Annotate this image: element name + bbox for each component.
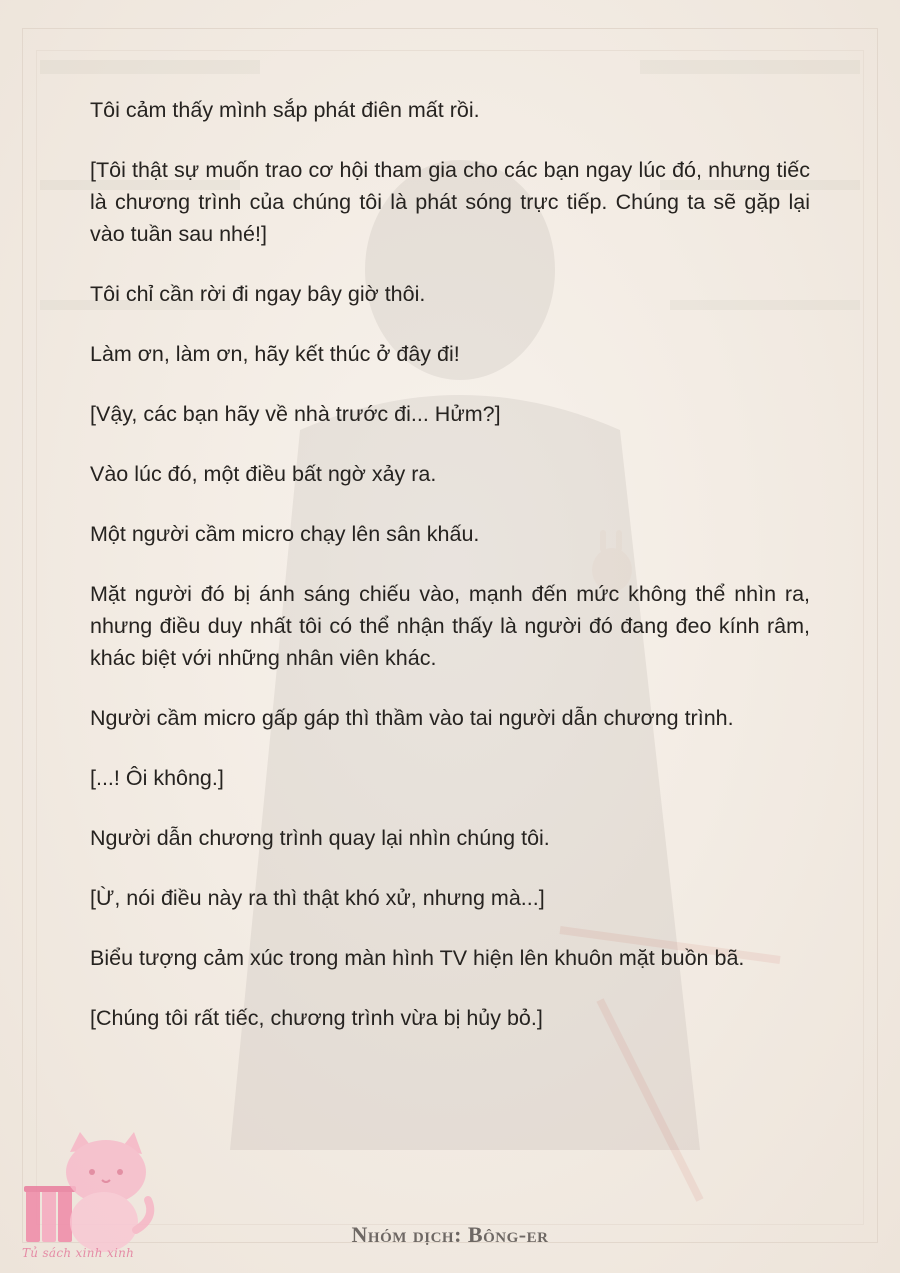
- paragraph: Tôi cảm thấy mình sắp phát điên mất rồi.: [90, 98, 480, 122]
- paragraph: Người dẫn chương trình quay lại nhìn chúng tôi.: [90, 826, 550, 850]
- paragraph: Vào lúc đó, một điều bất ngờ xảy ra.: [90, 462, 437, 486]
- paragraph: [Chúng tôi rất tiếc, chương trình vừa bị hủy bỏ.]: [90, 1006, 543, 1030]
- paragraph: Một người cầm micro chạy lên sân khấu.: [90, 522, 480, 546]
- paragraph: Biểu tượng cảm xúc trong màn hình TV hiện lên khuôn mặt buồn bã.: [90, 946, 745, 970]
- paragraph: [...! Ôi không.]: [90, 766, 224, 790]
- paragraph: Tôi chỉ cần rời đi ngay bây giờ thôi.: [90, 282, 426, 306]
- translator-credit: Nhóm dịch: Bông-er: [351, 1222, 549, 1247]
- paragraph: [Tôi thật sự muốn trao cơ hội tham gia cho các bạn ngay lúc đó, nhưng tiếc là chương trình của chúng tôi là phát sóng trực tiếp. Chúng ta sẽ gặp lại vào tuần sau nhé!]: [90, 158, 810, 246]
- paragraph: Người cầm micro gấp gáp thì thầm vào tai người dẫn chương trình.: [90, 706, 734, 730]
- paragraph: Làm ơn, làm ơn, hãy kết thúc ở đây đi!: [90, 342, 460, 366]
- paragraph: [Ừ, nói điều này ra thì thật khó xử, nhưng mà...]: [90, 886, 545, 910]
- paragraph: Mặt người đó bị ánh sáng chiếu vào, mạnh đến mức không thể nhìn ra, nhưng điều duy nhất tôi có thể nhận thấy là người đó đang đeo kính râm, khác biệt với những nhân viên khác.: [90, 582, 810, 670]
- paragraph: [Vậy, các bạn hãy về nhà trước đi... Hửm?]: [90, 402, 501, 426]
- story-text: [90, 94, 810, 1062]
- logo-text: Tủ sách xinh xinh: [22, 1246, 135, 1260]
